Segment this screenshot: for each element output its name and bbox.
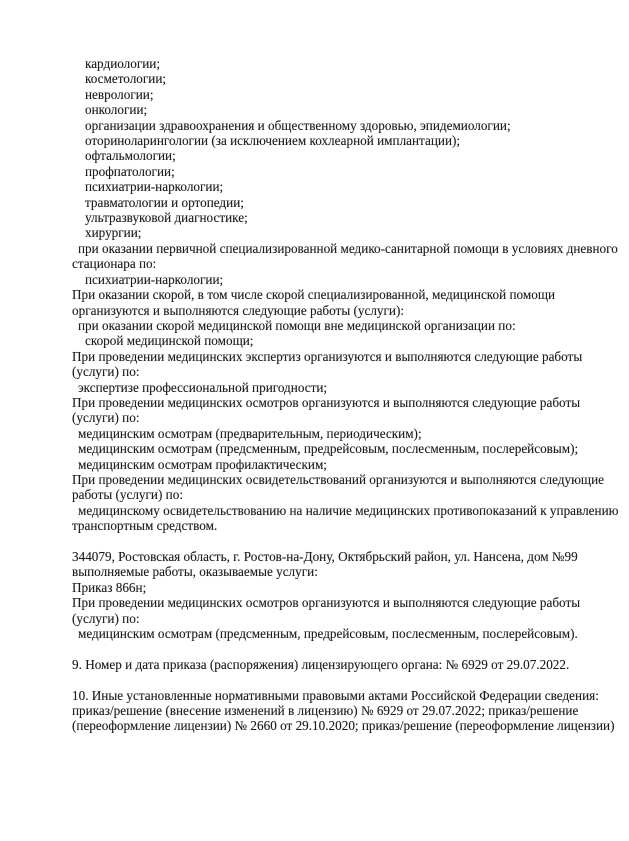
text-line: организации здравоохранения и общественному здоровью, эпидемиологии; [85,117,511,133]
text-line: профпатологии; [85,163,175,179]
blank-line [72,672,606,687]
text-line: психиатрии-наркологии; [85,179,224,195]
text-line: травматологии и ортопедии; [85,194,244,210]
text-line: Приказ 866н; [72,579,147,595]
text-line: 9. Номер и дата приказа (распоряжения) лицензирующего органа: № 6929 от 29.07.2022. [72,656,570,672]
text-line: оториноларингологии (за исключением кохлеарной имплантации); [85,133,461,149]
text-line: хирургии; [85,225,142,241]
text-line: косметологии; [85,71,167,87]
text-line: онкологии; [85,102,148,118]
text-line: неврологии; [85,86,154,102]
text-line: При проведении медицинских экспертиз организуются и выполняются следующие работы [72,348,583,364]
text-line: (переоформление лицензии) № 2660 от 29.10.2020; приказ/решение (переоформление лицензии) [72,718,615,734]
document-lines [72,56,619,734]
text-line: скорой медицинской помощи; [85,333,254,349]
text-line: при оказании первичной специализированной медико-санитарной помощи в условиях дневного [78,240,618,256]
text-line: выполняемые работы, оказываемые услуги: [72,564,318,580]
text-line: транспортным средством. [72,518,218,534]
text-line: кардиологии; [85,56,161,71]
text-line: приказ/решение (внесение изменений в лицензию) № 6929 от 29.07.2022; приказ/решение [72,703,579,719]
text-line: 344079, Ростовская область, г. Ростов-на-Дону, Октябрьский район, ул. Нансена, дом №99 [72,549,578,564]
text-line: работы (услуги) по: [72,487,183,503]
text-line: При проведении медицинских освидетельствований организуются и выполняются следующие [72,471,604,487]
blank-line [72,641,606,656]
text-line: (услуги) по: [72,610,140,626]
text-line: 10. Иные установленные нормативными правовыми актами Российской Федерации сведения: [72,687,599,703]
text-line: офтальмологии; [85,148,176,164]
text-line: (услуги) по: [72,410,140,426]
blank-line [72,534,606,549]
text-line: психиатрии-наркологии; [85,271,224,287]
text-line: При проведении медицинских осмотров организуются и выполняются следующие работы [72,394,581,410]
text-line: медицинским осмотрам профилактическим; [78,456,327,472]
text-line: экспертизе профессиональной пригодности; [78,379,328,395]
text-line: (услуги) по: [72,364,140,380]
text-line: ультразвуковой диагностике; [85,210,248,226]
text-line: медицинским осмотрам (предсменным, предрейсовым, послесменным, послерейсовым). [78,626,578,642]
text-line: При проведении медицинских осмотров организуются и выполняются следующие работы [72,595,581,611]
text-line: организуются и выполняются следующие работы (услуги): [72,302,405,318]
text-line: При оказании скорой, в том числе скорой специализированной, медицинской помощи [72,287,556,303]
text-line: медицинским осмотрам (предсменным, предрейсовым, послесменным, послерейсовым); [78,441,579,457]
text-line: медицинскому освидетельствованию на наличие медицинских противопоказаний к управлению [78,502,619,518]
text-line: медицинским осмотрам (предварительным, периодическим); [78,425,422,441]
text-line: при оказании скорой медицинской помощи вне медицинской организации по: [78,317,516,333]
text-line: стационара по: [72,256,157,272]
